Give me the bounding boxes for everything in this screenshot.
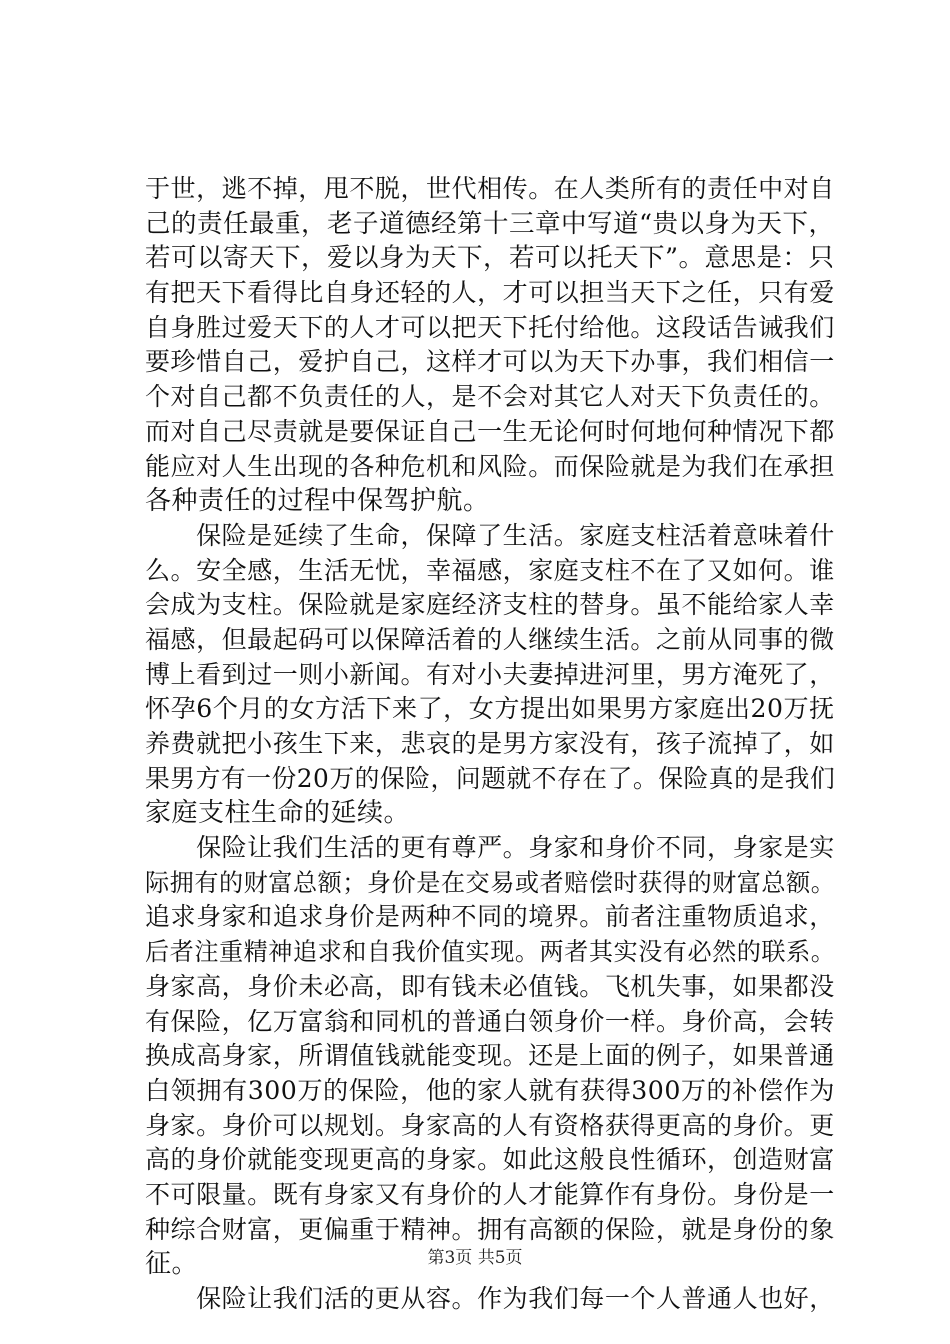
text-line: 而对自己尽责就是要保证自己一生无论何时何地何种情况下都 (145, 416, 835, 446)
text-line: 有把天下看得比自身还轻的人，才可以担当天下之任，只有爱 (145, 278, 835, 308)
text-line: 博上看到过一则小新闻。有对小夫妻掉进河里，男方淹死了， (145, 659, 835, 689)
text-line: 各种责任的过程中保驾护航。 (145, 486, 490, 517)
text-line: 能应对人生出现的各种危机和风险。而保险就是为我们在承担 (145, 451, 835, 481)
text-line: 么。安全感，生活无忧，幸福感，家庭支柱不在了又如何。谁 (145, 555, 835, 585)
text-line: 白领拥有300万的保险，他的家人就有获得300万的补偿作为 (145, 1075, 835, 1105)
text-line: 身家。身价可以规划。身家高的人有资格获得更高的身价。更 (145, 1110, 835, 1140)
text-line: 追求身家和追求身价是两种不同的境界。前者注重物质追求， (145, 902, 835, 932)
text-line: 福感，但最起码可以保障活着的人继续生活。之前从同事的微 (145, 624, 835, 654)
body-text (145, 172, 835, 1317)
text-line: 保险是延续了生命，保障了生活。家庭支柱活着意味着什 (145, 520, 835, 550)
text-line: 保险让我们生活的更有尊严。身家和身价不同，身家是实 (145, 833, 835, 863)
text-line: 个对自己都不负责任的人，是不会对其它人对天下负责任的。 (145, 382, 835, 412)
text-line: 己的责任最重，老子道德经第十三章中写道“贵以身为天下， (145, 208, 835, 239)
text-line: 高的身价就能变现更高的身家。如此这般良性循环，创造财富 (145, 1145, 835, 1175)
text-line: 种综合财富，更偏重于精神。拥有高额的保险，就是身份的象 (145, 1214, 835, 1244)
text-line: 有保险，亿万富翁和同机的普通白领身价一样。身价高，会转 (145, 1006, 835, 1036)
text-line: 若可以寄天下，爱以身为天下，若可以托天下”。意思是：只 (145, 243, 835, 274)
text-line: 于世，逃不掉，甩不脱，世代相传。在人类所有的责任中对自 (145, 174, 835, 203)
text-line: 养费就把小孩生下来，悲哀的是男方家没有，孩子流掉了，如 (145, 729, 835, 758)
text-line: 要珍惜自己，爱护自己，这样才可以为天下办事，我们相信一 (145, 347, 835, 377)
text-line: 换成高身家，所谓值钱就能变现。还是上面的例子，如果普通 (145, 1041, 835, 1071)
text-line: 不可限量。既有身家又有身价的人才能算作有身份。身份是一 (145, 1179, 835, 1209)
text-line: 际拥有的财富总额；身价是在交易或者赔偿时获得的财富总额。 (145, 868, 836, 897)
text-line: 自身胜过爱天下的人才可以把天下托付给他。这段话告诫我们 (145, 312, 835, 342)
text-line: 会成为支柱。保险就是家庭经济支柱的替身。虽不能给家人幸 (145, 590, 835, 620)
text-line: 怀孕6个月的女方活下来了，女方提出如果男方家庭出20万抚 (145, 694, 835, 724)
page-footer: 第3页 共5页 (427, 1248, 523, 1268)
text-line: 征。 (145, 1249, 199, 1280)
text-line: 家庭支柱生命的延续。 (145, 798, 411, 829)
text-line: 保险让我们活的更从容。作为我们每一个人普通人也好， (145, 1284, 835, 1313)
text-line: 身家高，身价未必高，即有钱未必值钱。飞机失事，如果都没 (145, 971, 835, 1001)
text-line: 后者注重精神追求和自我价值实现。两者其实没有必然的联系。 (145, 938, 836, 967)
text-line: 果男方有一份20万的保险，问题就不存在了。保险真的是我们 (145, 763, 836, 793)
